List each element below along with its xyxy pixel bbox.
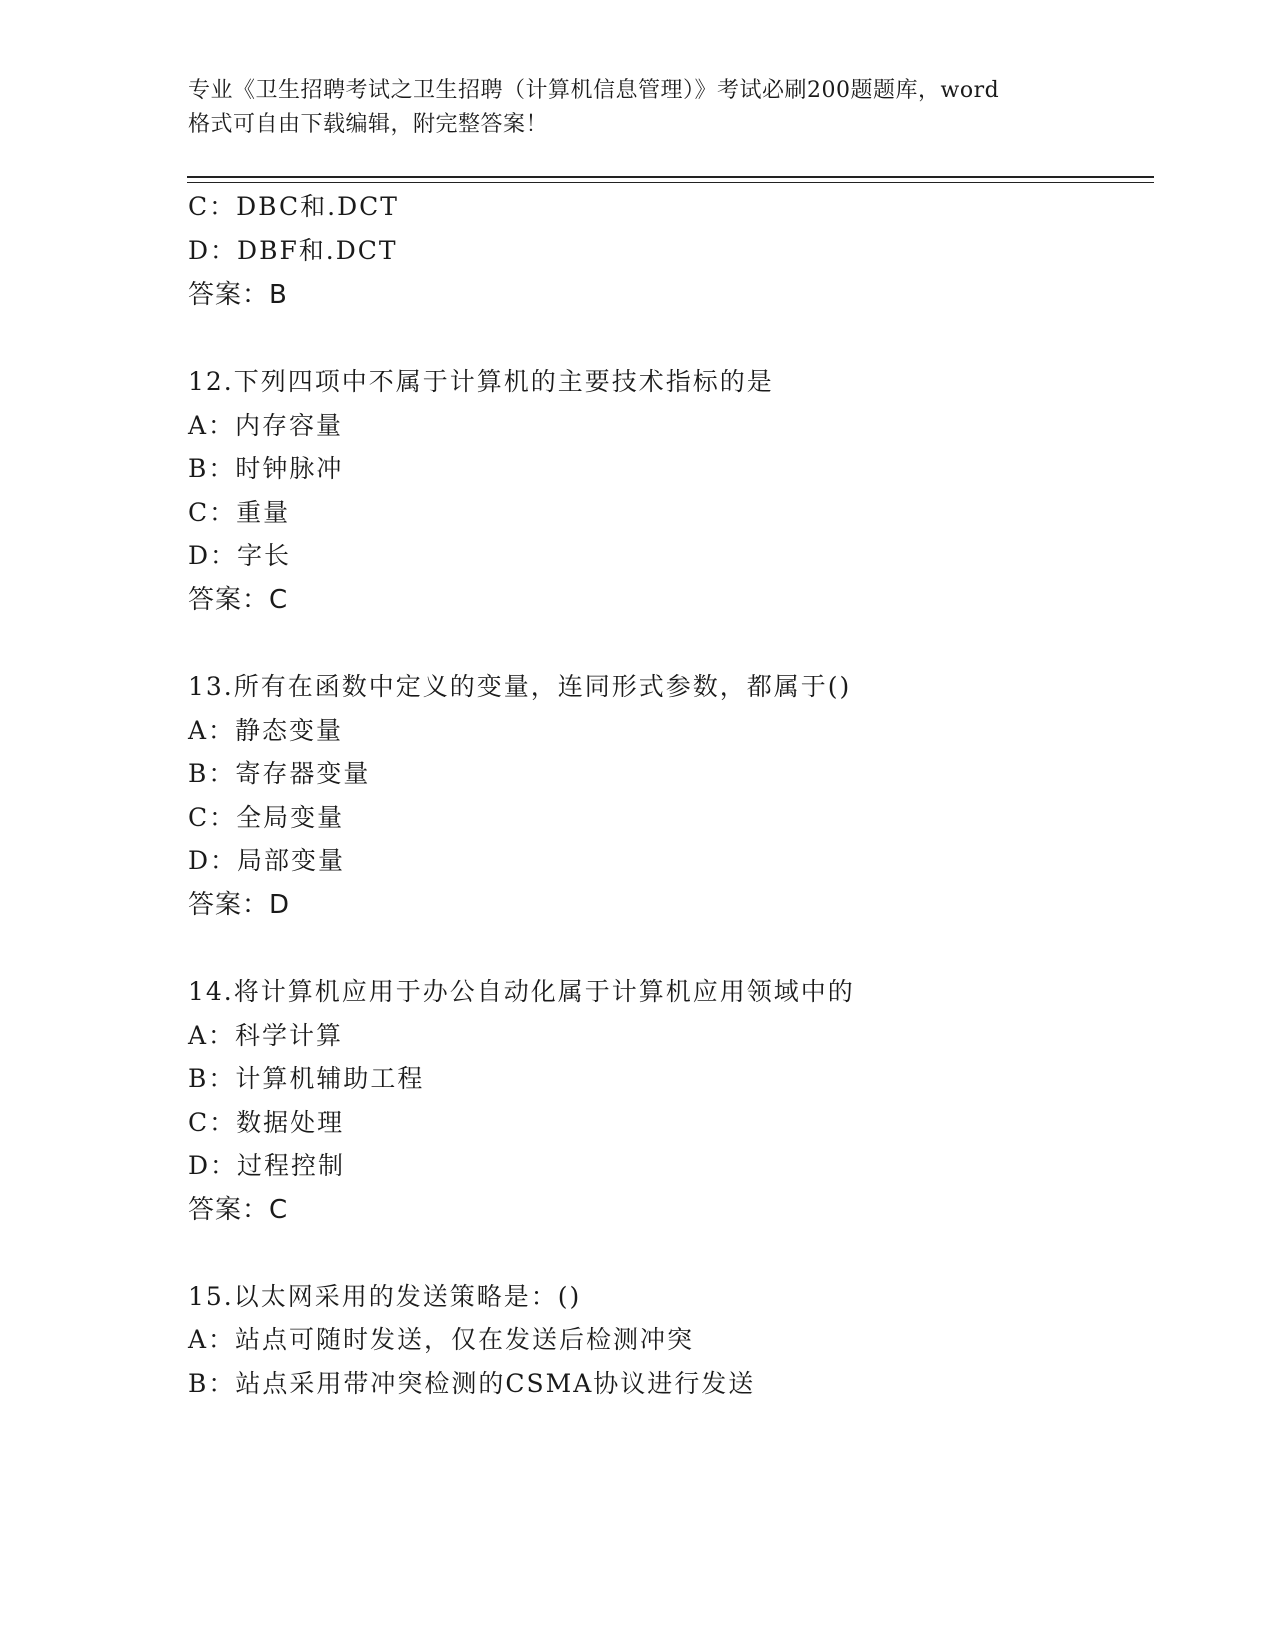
- q12-answer: 答案：C: [188, 585, 289, 615]
- q15-option-a: A：站点可随时发送，仅在发送后检测冲突: [188, 1325, 695, 1354]
- q14-option-b: B：计算机辅助工程: [188, 1064, 425, 1093]
- q13-option-a: A：静态变量: [188, 716, 344, 745]
- q14-question: 14.将计算机应用于办公自动化属于计算机应用领域中的: [188, 977, 855, 1006]
- q15-option-b: B：站点采用带冲突检测的CSMA协议进行发送: [188, 1369, 756, 1398]
- q12-option-b: B：时钟脉冲: [188, 454, 344, 483]
- q13-option-c: C：全局变量: [188, 803, 345, 832]
- q12-option-a: A：内存容量: [188, 411, 344, 440]
- q12-question: 12.下列四项中不属于计算机的主要技术指标的是: [188, 367, 774, 396]
- q14-answer: 答案：C: [188, 1195, 289, 1225]
- q14-option-c: C：数据处理: [188, 1108, 345, 1137]
- q14-option-d: D：过程控制: [188, 1151, 346, 1180]
- document-header: [188, 74, 1088, 142]
- header-divider-thin: [187, 182, 1154, 183]
- header-divider: [187, 176, 1154, 178]
- q15-question: 15.以太网采用的发送策略是：(): [188, 1282, 582, 1311]
- header-title-line-2: 格式可自由下载编辑，附完整答案！: [188, 112, 549, 137]
- q11-answer: 答案：B: [188, 280, 288, 310]
- q13-answer: 答案：D: [188, 890, 291, 920]
- q14-option-a: A：科学计算: [188, 1021, 344, 1050]
- q13-option-b: B：寄存器变量: [188, 759, 371, 788]
- q11-option-d: D：DBF和.DCT: [188, 236, 398, 265]
- q11-option-c: C：DBC和.DCT: [188, 192, 399, 221]
- q13-option-d: D：局部变量: [188, 846, 346, 875]
- q13-question: 13.所有在函数中定义的变量，连同形式参数，都属于(): [188, 672, 852, 701]
- q12-option-d: D：字长: [188, 541, 292, 570]
- header-title-line-1: 专业《卫生招聘考试之卫生招聘（计算机信息管理）》考试必刷200题题库，word: [188, 78, 1000, 103]
- q12-option-c: C：重量: [188, 498, 291, 527]
